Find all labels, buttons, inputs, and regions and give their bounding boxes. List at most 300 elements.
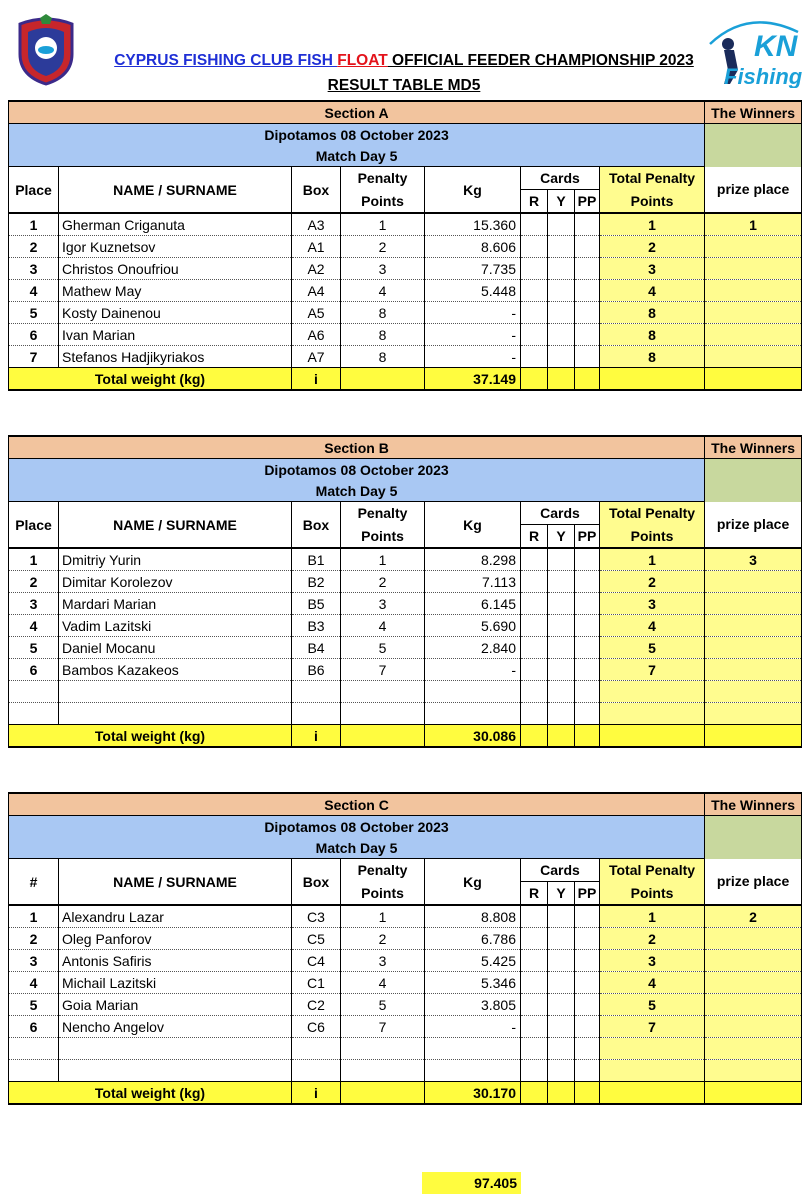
table-row bbox=[9, 703, 802, 725]
total-r-empty bbox=[521, 368, 548, 391]
card-r-cell bbox=[521, 213, 548, 236]
winners-band bbox=[705, 124, 802, 167]
total-penalty-cell: 3 bbox=[600, 593, 705, 615]
col-card-pp: PP bbox=[575, 525, 600, 549]
table-row bbox=[9, 571, 802, 593]
total-r-empty bbox=[521, 1082, 548, 1105]
box-cell: C6 bbox=[292, 1016, 341, 1038]
box-cell: C3 bbox=[292, 905, 341, 928]
card-r-cell bbox=[521, 236, 548, 258]
total-penalty-cell: 7 bbox=[600, 659, 705, 681]
col-card-y: Y bbox=[548, 882, 575, 906]
card-r-cell bbox=[521, 346, 548, 368]
card-pp-cell bbox=[575, 548, 600, 571]
card-r-cell bbox=[521, 1038, 548, 1060]
total-penalty-cell: 2 bbox=[600, 571, 705, 593]
card-pp-cell bbox=[575, 236, 600, 258]
box-cell: B2 bbox=[292, 571, 341, 593]
winners-band bbox=[705, 459, 802, 502]
card-y-cell bbox=[548, 571, 575, 593]
card-y-cell bbox=[548, 258, 575, 280]
place-cell: 6 bbox=[9, 1016, 59, 1038]
card-y-cell bbox=[548, 637, 575, 659]
penalty-cell: 4 bbox=[341, 280, 425, 302]
kg-cell: 3.805 bbox=[425, 994, 521, 1016]
col-penalty: Penalty bbox=[341, 167, 425, 190]
card-y-cell bbox=[548, 615, 575, 637]
box-cell bbox=[292, 681, 341, 703]
col-prize: prize place bbox=[705, 859, 802, 906]
card-r-cell bbox=[521, 548, 548, 571]
box-cell: A4 bbox=[292, 280, 341, 302]
card-pp-cell bbox=[575, 1060, 600, 1082]
kg-cell: 8.298 bbox=[425, 548, 521, 571]
card-y-cell bbox=[548, 236, 575, 258]
penalty-cell: 8 bbox=[341, 302, 425, 324]
total-prize-empty bbox=[705, 368, 802, 391]
name-cell bbox=[59, 703, 292, 725]
table-row bbox=[9, 950, 802, 972]
place-cell: 1 bbox=[9, 905, 59, 928]
prize-cell bbox=[705, 950, 802, 972]
box-cell: A6 bbox=[292, 324, 341, 346]
place-cell: 4 bbox=[9, 972, 59, 994]
card-y-cell bbox=[548, 213, 575, 236]
col-card-pp: PP bbox=[575, 190, 600, 214]
total-penalty-cell: 1 bbox=[600, 213, 705, 236]
place-cell: 1 bbox=[9, 213, 59, 236]
card-r-cell bbox=[521, 324, 548, 346]
place-cell: 6 bbox=[9, 659, 59, 681]
page-subtitle: RESULT TABLE MD5 bbox=[327, 77, 481, 94]
card-pp-cell bbox=[575, 994, 600, 1016]
card-y-cell bbox=[548, 950, 575, 972]
total-prize-empty bbox=[705, 1082, 802, 1105]
section-table bbox=[8, 435, 802, 748]
card-pp-cell bbox=[575, 681, 600, 703]
box-cell: B4 bbox=[292, 637, 341, 659]
col-total-penalty: Total Penalty bbox=[600, 502, 705, 525]
box-cell bbox=[292, 1038, 341, 1060]
logo-kn-text: KN bbox=[754, 30, 798, 63]
col-place: Place bbox=[9, 167, 59, 214]
col-card-y: Y bbox=[548, 190, 575, 214]
card-pp-cell bbox=[575, 593, 600, 615]
col-name: NAME / SURNAME bbox=[59, 167, 292, 214]
name-cell: Stefanos Hadjikyriakos bbox=[59, 346, 292, 368]
table-row bbox=[9, 593, 802, 615]
place-cell: 5 bbox=[9, 994, 59, 1016]
col-box: Box bbox=[292, 167, 341, 214]
total-penalty-cell: 4 bbox=[600, 615, 705, 637]
card-r-cell bbox=[521, 659, 548, 681]
kg-cell: 8.606 bbox=[425, 236, 521, 258]
name-cell: Michail Lazitski bbox=[59, 972, 292, 994]
card-pp-cell bbox=[575, 324, 600, 346]
card-r-cell bbox=[521, 258, 548, 280]
total-penalty-cell: 1 bbox=[600, 905, 705, 928]
name-cell: Gherman Criganuta bbox=[59, 213, 292, 236]
total-r-empty bbox=[521, 725, 548, 748]
col-penalty-points: Points bbox=[341, 190, 425, 214]
table-row bbox=[9, 213, 802, 236]
col-cards: Cards bbox=[521, 859, 600, 882]
prize-cell bbox=[705, 1060, 802, 1082]
card-y-cell bbox=[548, 1016, 575, 1038]
card-y-cell bbox=[548, 302, 575, 324]
card-r-cell bbox=[521, 1016, 548, 1038]
card-pp-cell bbox=[575, 659, 600, 681]
page-title: CYPRUS FISHING CLUB FISH FLOAT OFFICIAL FEEDER CHAMPIONSHIP 2023 bbox=[114, 52, 694, 69]
card-r-cell bbox=[521, 571, 548, 593]
card-pp-cell bbox=[575, 258, 600, 280]
kg-cell: - bbox=[425, 346, 521, 368]
name-cell: Goia Marian bbox=[59, 994, 292, 1016]
name-cell bbox=[59, 681, 292, 703]
box-cell: C4 bbox=[292, 950, 341, 972]
section-table bbox=[8, 100, 802, 391]
total-box: i bbox=[292, 725, 341, 748]
card-r-cell bbox=[521, 905, 548, 928]
total-pp-empty bbox=[575, 725, 600, 748]
col-cards: Cards bbox=[521, 167, 600, 190]
kg-cell: 7.735 bbox=[425, 258, 521, 280]
prize-cell bbox=[705, 280, 802, 302]
card-pp-cell bbox=[575, 1016, 600, 1038]
place-cell: 3 bbox=[9, 593, 59, 615]
kg-cell: 8.808 bbox=[425, 905, 521, 928]
card-y-cell bbox=[548, 659, 575, 681]
penalty-cell bbox=[341, 681, 425, 703]
place-cell bbox=[9, 703, 59, 725]
col-name: NAME / SURNAME bbox=[59, 859, 292, 906]
total-penalty-cell: 4 bbox=[600, 280, 705, 302]
kg-cell: - bbox=[425, 324, 521, 346]
prize-cell bbox=[705, 615, 802, 637]
prize-cell bbox=[705, 1038, 802, 1060]
prize-cell bbox=[705, 258, 802, 280]
prize-cell bbox=[705, 972, 802, 994]
kg-cell: 5.690 bbox=[425, 615, 521, 637]
winners-band bbox=[705, 816, 802, 859]
total-penalty-cell: 3 bbox=[600, 950, 705, 972]
col-place: # bbox=[9, 859, 59, 906]
card-pp-cell bbox=[575, 928, 600, 950]
place-cell bbox=[9, 1060, 59, 1082]
card-pp-cell bbox=[575, 571, 600, 593]
box-cell: C1 bbox=[292, 972, 341, 994]
card-y-cell bbox=[548, 905, 575, 928]
penalty-cell: 5 bbox=[341, 994, 425, 1016]
logo-fishing-text: Fishing bbox=[724, 64, 803, 88]
total-kg: 37.149 bbox=[425, 368, 521, 391]
section-table bbox=[8, 792, 802, 1105]
box-cell: C5 bbox=[292, 928, 341, 950]
card-y-cell bbox=[548, 972, 575, 994]
col-name: NAME / SURNAME bbox=[59, 502, 292, 549]
name-cell: Dimitar Korolezov bbox=[59, 571, 292, 593]
col-card-pp: PP bbox=[575, 882, 600, 906]
card-y-cell bbox=[548, 1060, 575, 1082]
match-day: Match Day 5 bbox=[9, 837, 705, 859]
card-y-cell bbox=[548, 593, 575, 615]
name-cell: Igor Kuznetsov bbox=[59, 236, 292, 258]
card-y-cell bbox=[548, 1038, 575, 1060]
table-row bbox=[9, 324, 802, 346]
penalty-cell: 1 bbox=[341, 548, 425, 571]
total-kg: 30.170 bbox=[425, 1082, 521, 1105]
card-y-cell bbox=[548, 346, 575, 368]
card-y-cell bbox=[548, 324, 575, 346]
prize-cell bbox=[705, 637, 802, 659]
section-title: Section A bbox=[9, 101, 705, 124]
place-cell: 7 bbox=[9, 346, 59, 368]
penalty-cell: 2 bbox=[341, 571, 425, 593]
prize-cell: 2 bbox=[705, 905, 802, 928]
card-r-cell bbox=[521, 994, 548, 1016]
penalty-cell: 3 bbox=[341, 950, 425, 972]
col-total-points: Points bbox=[600, 525, 705, 549]
total-prize-empty bbox=[705, 725, 802, 748]
table-row bbox=[9, 615, 802, 637]
col-box: Box bbox=[292, 502, 341, 549]
total-row bbox=[9, 725, 802, 748]
box-cell: A5 bbox=[292, 302, 341, 324]
prize-cell bbox=[705, 1016, 802, 1038]
name-cell: Bambos Kazakeos bbox=[59, 659, 292, 681]
total-pp-empty bbox=[575, 368, 600, 391]
kg-cell bbox=[425, 1060, 521, 1082]
kg-cell bbox=[425, 1038, 521, 1060]
kg-cell: 5.346 bbox=[425, 972, 521, 994]
match-date: Dipotamos 08 October 2023 bbox=[9, 124, 705, 146]
match-date: Dipotamos 08 October 2023 bbox=[9, 816, 705, 838]
prize-cell: 3 bbox=[705, 548, 802, 571]
total-box: i bbox=[292, 1082, 341, 1105]
total-box: i bbox=[292, 368, 341, 391]
penalty-cell: 5 bbox=[341, 637, 425, 659]
total-kg: 30.086 bbox=[425, 725, 521, 748]
kg-cell: 15.360 bbox=[425, 213, 521, 236]
col-prize: prize place bbox=[705, 502, 802, 549]
prize-cell bbox=[705, 236, 802, 258]
penalty-cell: 8 bbox=[341, 324, 425, 346]
table-row bbox=[9, 1038, 802, 1060]
winners-header: The Winners bbox=[705, 436, 802, 459]
card-r-cell bbox=[521, 703, 548, 725]
box-cell: A2 bbox=[292, 258, 341, 280]
card-pp-cell bbox=[575, 1038, 600, 1060]
name-cell: Kosty Dainenou bbox=[59, 302, 292, 324]
kg-cell: 6.145 bbox=[425, 593, 521, 615]
card-r-cell bbox=[521, 1060, 548, 1082]
prize-cell bbox=[705, 302, 802, 324]
table-row bbox=[9, 928, 802, 950]
box-cell: B3 bbox=[292, 615, 341, 637]
penalty-cell: 3 bbox=[341, 593, 425, 615]
penalty-cell bbox=[341, 1038, 425, 1060]
total-y-empty bbox=[548, 725, 575, 748]
card-r-cell bbox=[521, 615, 548, 637]
kg-cell: 5.448 bbox=[425, 280, 521, 302]
box-cell: A3 bbox=[292, 213, 341, 236]
card-pp-cell bbox=[575, 950, 600, 972]
name-cell: Ivan Marian bbox=[59, 324, 292, 346]
box-cell bbox=[292, 703, 341, 725]
card-pp-cell bbox=[575, 280, 600, 302]
winners-header: The Winners bbox=[705, 793, 802, 816]
total-penalty-empty bbox=[341, 1082, 425, 1105]
place-cell: 2 bbox=[9, 236, 59, 258]
kg-cell: - bbox=[425, 1016, 521, 1038]
table-row bbox=[9, 681, 802, 703]
section-title: Section C bbox=[9, 793, 705, 816]
name-cell bbox=[59, 1038, 292, 1060]
col-total-penalty: Total Penalty bbox=[600, 167, 705, 190]
kg-cell: 6.786 bbox=[425, 928, 521, 950]
prize-cell bbox=[705, 659, 802, 681]
col-card-y: Y bbox=[548, 525, 575, 549]
name-cell: Mardari Marian bbox=[59, 593, 292, 615]
table-row bbox=[9, 637, 802, 659]
box-cell: B6 bbox=[292, 659, 341, 681]
card-pp-cell bbox=[575, 302, 600, 324]
penalty-cell: 2 bbox=[341, 928, 425, 950]
kg-cell: 2.840 bbox=[425, 637, 521, 659]
match-day: Match Day 5 bbox=[9, 480, 705, 502]
card-y-cell bbox=[548, 681, 575, 703]
box-cell: C2 bbox=[292, 994, 341, 1016]
col-place: Place bbox=[9, 502, 59, 549]
col-penalty: Penalty bbox=[341, 502, 425, 525]
card-r-cell bbox=[521, 681, 548, 703]
place-cell: 4 bbox=[9, 280, 59, 302]
name-cell: Christos Onoufriou bbox=[59, 258, 292, 280]
col-total-points: Points bbox=[600, 882, 705, 906]
penalty-cell bbox=[341, 703, 425, 725]
place-cell bbox=[9, 681, 59, 703]
kg-cell: - bbox=[425, 659, 521, 681]
card-r-cell bbox=[521, 950, 548, 972]
col-box: Box bbox=[292, 859, 341, 906]
penalty-cell: 8 bbox=[341, 346, 425, 368]
total-penalty-cell: 8 bbox=[600, 302, 705, 324]
col-total-penalty: Total Penalty bbox=[600, 859, 705, 882]
name-cell: Antonis Safiris bbox=[59, 950, 292, 972]
kg-cell: 7.113 bbox=[425, 571, 521, 593]
total-penalty-empty bbox=[341, 725, 425, 748]
total-row bbox=[9, 1082, 802, 1105]
penalty-cell: 2 bbox=[341, 236, 425, 258]
name-cell: Daniel Mocanu bbox=[59, 637, 292, 659]
place-cell: 3 bbox=[9, 258, 59, 280]
col-kg: Kg bbox=[425, 859, 521, 906]
penalty-cell: 4 bbox=[341, 972, 425, 994]
col-card-r: R bbox=[521, 190, 548, 214]
box-cell bbox=[292, 1060, 341, 1082]
penalty-cell: 1 bbox=[341, 213, 425, 236]
prize-cell bbox=[705, 703, 802, 725]
penalty-cell: 7 bbox=[341, 1016, 425, 1038]
kg-cell bbox=[425, 681, 521, 703]
total-penalty-cell: 5 bbox=[600, 994, 705, 1016]
col-cards: Cards bbox=[521, 502, 600, 525]
card-y-cell bbox=[548, 994, 575, 1016]
box-cell: A1 bbox=[292, 236, 341, 258]
name-cell: Alexandru Lazar bbox=[59, 905, 292, 928]
total-penalty-cell: 2 bbox=[600, 236, 705, 258]
place-cell: 4 bbox=[9, 615, 59, 637]
name-cell: Mathew May bbox=[59, 280, 292, 302]
card-y-cell bbox=[548, 280, 575, 302]
card-y-cell bbox=[548, 548, 575, 571]
table-row bbox=[9, 346, 802, 368]
card-pp-cell bbox=[575, 703, 600, 725]
section-title: Section B bbox=[9, 436, 705, 459]
table-row bbox=[9, 905, 802, 928]
col-penalty-points: Points bbox=[341, 882, 425, 906]
table-row bbox=[9, 1060, 802, 1082]
total-penalty-cell: 8 bbox=[600, 324, 705, 346]
total-penalty-cell: 7 bbox=[600, 1016, 705, 1038]
place-cell: 1 bbox=[9, 548, 59, 571]
card-pp-cell bbox=[575, 972, 600, 994]
match-day: Match Day 5 bbox=[9, 145, 705, 167]
name-cell: Vadim Lazitski bbox=[59, 615, 292, 637]
prize-cell: 1 bbox=[705, 213, 802, 236]
table-row bbox=[9, 236, 802, 258]
penalty-cell: 1 bbox=[341, 905, 425, 928]
total-label: Total weight (kg) bbox=[9, 1082, 292, 1105]
col-prize: prize place bbox=[705, 167, 802, 214]
name-cell: Dmitriy Yurin bbox=[59, 548, 292, 571]
prize-cell bbox=[705, 324, 802, 346]
box-cell: A7 bbox=[292, 346, 341, 368]
total-points-empty bbox=[600, 368, 705, 391]
total-penalty-empty bbox=[341, 368, 425, 391]
place-cell: 5 bbox=[9, 302, 59, 324]
name-cell bbox=[59, 1060, 292, 1082]
table-row bbox=[9, 280, 802, 302]
prize-cell bbox=[705, 346, 802, 368]
card-y-cell bbox=[548, 703, 575, 725]
col-card-r: R bbox=[521, 525, 548, 549]
card-pp-cell bbox=[575, 213, 600, 236]
card-pp-cell bbox=[575, 615, 600, 637]
total-penalty-cell bbox=[600, 1060, 705, 1082]
prize-cell bbox=[705, 681, 802, 703]
name-cell: Nencho Angelov bbox=[59, 1016, 292, 1038]
total-penalty-cell: 5 bbox=[600, 637, 705, 659]
card-r-cell bbox=[521, 302, 548, 324]
total-label: Total weight (kg) bbox=[9, 725, 292, 748]
total-points-empty bbox=[600, 1082, 705, 1105]
prize-cell bbox=[705, 571, 802, 593]
total-label: Total weight (kg) bbox=[9, 368, 292, 391]
col-penalty: Penalty bbox=[341, 859, 425, 882]
penalty-cell: 4 bbox=[341, 615, 425, 637]
table-row bbox=[9, 659, 802, 681]
col-total-points: Points bbox=[600, 190, 705, 214]
col-card-r: R bbox=[521, 882, 548, 906]
col-penalty-points: Points bbox=[341, 525, 425, 549]
card-r-cell bbox=[521, 928, 548, 950]
col-kg: Kg bbox=[425, 167, 521, 214]
total-penalty-cell: 1 bbox=[600, 548, 705, 571]
table-row bbox=[9, 302, 802, 324]
total-penalty-cell bbox=[600, 1038, 705, 1060]
table-row bbox=[9, 548, 802, 571]
